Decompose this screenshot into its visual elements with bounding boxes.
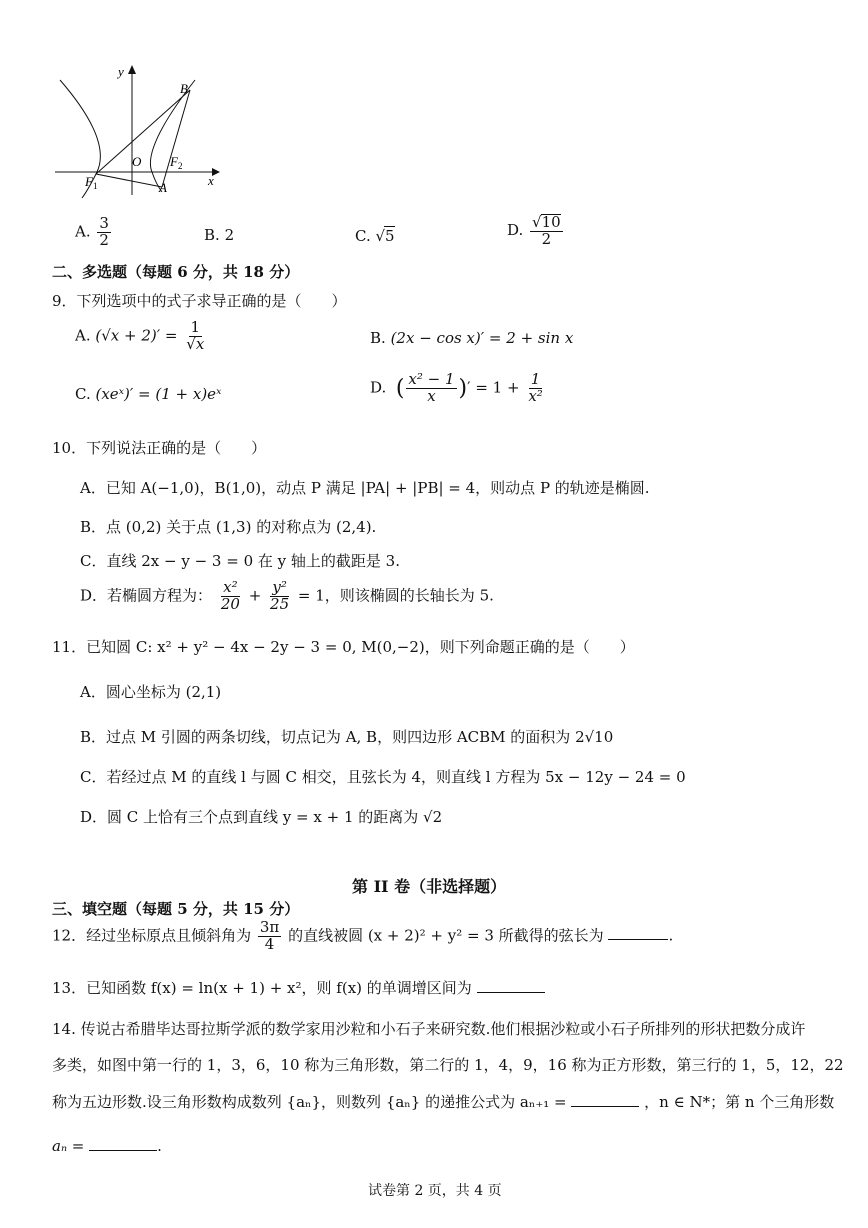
q14-nth-term-blank[interactable] <box>89 1149 157 1151</box>
q9-stem: 9．下列选项中的式子求导正确的是（ ） <box>52 292 347 310</box>
y-axis-arrow <box>128 65 136 74</box>
label-B: B <box>180 81 188 96</box>
q8-option-d-fraction: $\frac{√10}{2}$ <box>532 213 561 248</box>
q11-option-b: B．过点 M 引圆的两条切线，切点记为 A, B，则四边形 ACBM 的面积为 2√10 <box>80 728 614 746</box>
q10-option-b: B．点 (0,2) 关于点 (1,3) 的对称点为 (2,4). <box>80 518 377 536</box>
q12: 12．经过坐标原点且倾斜角为 $\frac{3\pi}{4}$ 的直线被圆 (x + 2)² + y² = 3 所截得的弦长为 . <box>52 918 674 953</box>
section3-title: 三、填空题（每题 5 分，共 15 分） <box>52 900 300 918</box>
q9-option-a: A. (√x + 2)′ = $\frac{1}{√x}$ <box>75 318 205 353</box>
q14-recurrence-blank[interactable] <box>571 1105 639 1107</box>
label-x: x <box>208 173 214 188</box>
label-y: y <box>118 64 124 79</box>
q9-option-d: D. ( $\frac{\text{x² − 1}}{x}$ )′ = 1 + $\frac{1}{\text{x²}}$ <box>370 370 543 405</box>
q8-option-b: B. 2 <box>204 226 235 244</box>
line-F1-A <box>96 174 162 187</box>
q11-option-a: A．圆心坐标为 (2,1) <box>80 683 222 701</box>
q14-line1: 14. 传说古希腊毕达哥拉斯学派的数学家用沙粒和小石子来研究数.他们根据沙粒或小石子所排列的形状把数分成许 <box>52 1020 806 1038</box>
q11-option-c: C．若经过点 M 的直线 l 与圆 C 相交，且弦长为 4，则直线 l 方程为 5x − 12y − 24 = 0 <box>80 768 686 786</box>
part2-title: 第 II 卷（非选择题） <box>352 877 507 896</box>
q8-option-c: C. √5 <box>355 227 395 245</box>
q10-option-a: A．已知 A(−1,0)，B(1,0)，动点 P 满足 |PA| + |PB| = 4，则动点 P 的轨迹是椭圆. <box>80 479 650 497</box>
q14-line4: aₙ = . <box>52 1137 162 1155</box>
q11-stem: 11．已知圆 C: x² + y² − 4x − 2y − 3 = 0, M(0,−2)，则下列命题正确的是（ ） <box>52 638 635 656</box>
q11-option-d: D．圆 C 上恰有三个点到直线 y = x + 1 的距离为 √2 <box>80 808 443 826</box>
q9-option-c: C. (xeˣ)′ = (1 + x)eˣ <box>75 385 222 403</box>
q13-answer-blank[interactable] <box>477 991 545 993</box>
q8-option-d: D. $\frac{√10}{2}$ <box>507 213 561 248</box>
q8-option-a: A. $\frac{3}{2}$ <box>75 214 109 249</box>
q9-option-b: B. (2x − cos x)′ = 2 + sin x <box>370 329 574 347</box>
label-A: A <box>159 180 167 195</box>
label-F2: $F_2$ <box>170 154 183 171</box>
q14-line2: 多类，如图中第一行的 1，3，6，10 称为三角形数，第二行的 1，4，9，16 称为正方形数，第三行的 1，5，12，22 <box>52 1056 844 1074</box>
q8-option-a-fraction: $\frac{3}{2}$ <box>99 214 109 249</box>
q14-line3: 称为五边形数.设三角形数构成数列 {aₙ}，则数列 {aₙ} 的递推公式为 aₙ₊₁ = ，n ∈ N*；第 n 个三角形数 <box>52 1093 835 1111</box>
q10-option-d: D．若椭圆方程为： $\frac{\text{x²}}{20}$ + $\frac{\text{y²}}{25}$ = 1，则该椭圆的长轴长为 5. <box>80 578 494 613</box>
hyperbola-figure <box>50 60 230 200</box>
label-F1: $F_1$ <box>85 174 98 191</box>
page-footer: 试卷第 2 页，共 4 页 <box>368 1183 502 1199</box>
section2-title: 二、多选题（每题 6 分，共 18 分） <box>52 263 300 281</box>
label-O: O <box>132 154 142 169</box>
q10-option-c: C．直线 2x − y − 3 = 0 在 y 轴上的截距是 3. <box>80 552 400 570</box>
q13: 13．已知函数 f(x) = ln(x + 1) + x²，则 f(x) 的单调增区间为 <box>52 977 545 998</box>
q10-stem: 10．下列说法正确的是（ ） <box>52 439 267 457</box>
q12-answer-blank[interactable] <box>608 938 668 940</box>
